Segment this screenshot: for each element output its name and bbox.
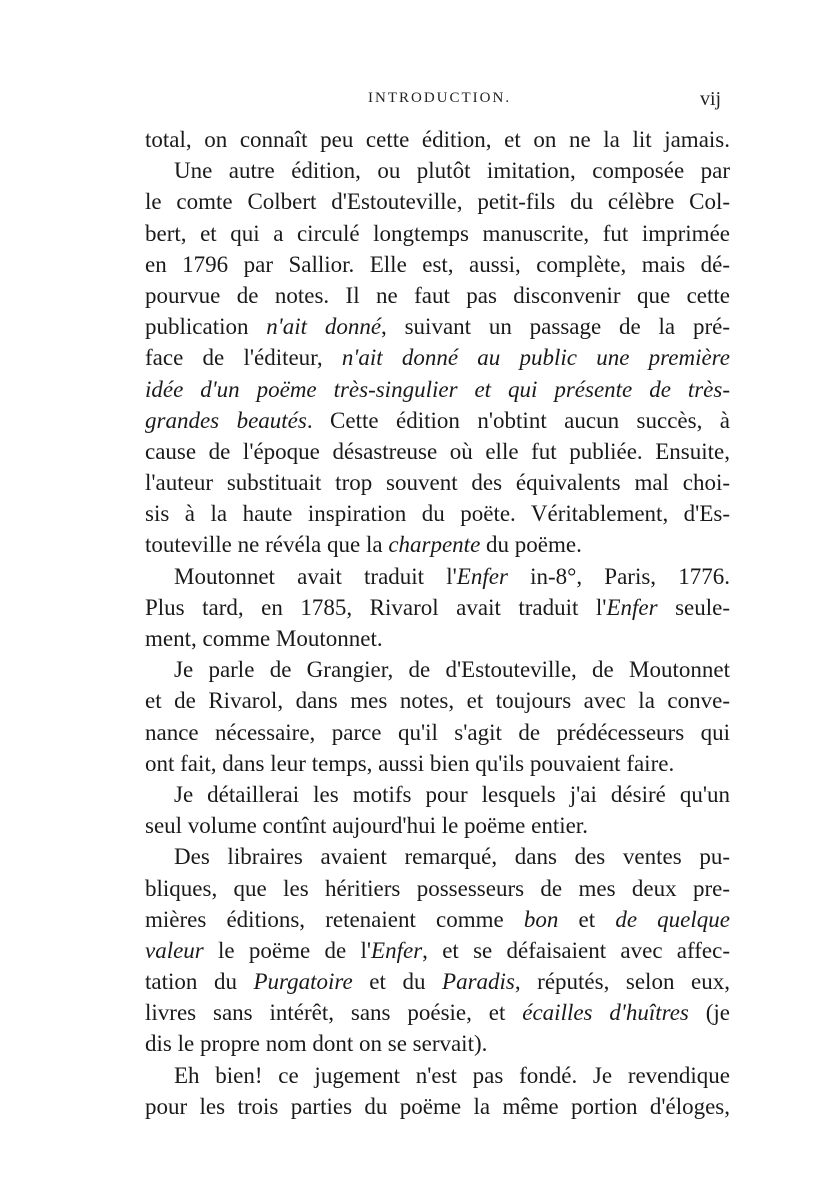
- text-line: [145, 1028, 730, 1059]
- text-segment: dis le propre nom dont on se servait).: [145, 1031, 488, 1057]
- text-segment: et de Rivarol, dans mes notes, et toujours avec la conve-: [145, 688, 730, 714]
- text-segment: bliques, que les héritiers possesseurs de mes deux pre-: [145, 875, 730, 901]
- italic-text-segment: bon: [523, 906, 559, 932]
- italic-text-segment: valeur: [145, 937, 204, 963]
- text-segment: Plus tard, en 1785, Rivarol avait traduit l': [145, 594, 607, 620]
- text-line: [145, 592, 730, 623]
- text-segment: l'auteur substituait trop souvent des équivalents mal choi-: [145, 470, 730, 496]
- text-segment: Je parle de Grangier, de d'Estouteville, de Moutonnet: [174, 657, 730, 683]
- italic-text-segment: grandes beautés: [145, 407, 307, 433]
- italic-text-segment: Paradis: [442, 969, 515, 995]
- text-line: [145, 186, 730, 217]
- text-segment: in-8°, Paris, 1776.: [507, 563, 730, 589]
- text-line: [145, 873, 730, 904]
- text-segment: nance nécessaire, parce qu'il s'agit de prédécesseurs qui: [145, 719, 730, 745]
- text-line: [145, 935, 730, 966]
- text-segment: mières éditions, retenaient comme: [145, 906, 524, 932]
- text-line: [145, 779, 730, 810]
- text-line: [145, 685, 730, 716]
- text-line: [145, 467, 730, 498]
- text-segment: sis à la haute inspiration du poëte. Véritablement, d'Es-: [145, 501, 730, 527]
- text-line: [145, 124, 730, 155]
- text-segment: en 1796 par Sallior. Elle est, aussi, complète, mais dé-: [145, 251, 730, 277]
- text-segment: , suivant un passage de la pré-: [381, 314, 730, 340]
- text-line: [145, 405, 730, 436]
- text-segment: (je: [688, 1000, 731, 1026]
- text-segment: Des libraires avaient remarqué, dans des ventes pu-: [174, 844, 730, 870]
- running-title: INTRODUCTION.: [368, 90, 512, 106]
- body-text: [145, 124, 730, 1122]
- text-line: [145, 280, 730, 311]
- italic-text-segment: écailles d'huîtres: [522, 1000, 689, 1026]
- text-line: [145, 529, 730, 560]
- text-segment: face de l'éditeur,: [145, 345, 342, 371]
- text-segment: du poëme.: [480, 532, 582, 558]
- italic-text-segment: n'ait donné au public une première: [341, 345, 730, 371]
- italic-text-segment: idée d'un poëme très-singulier et qui présente de très-: [145, 376, 730, 402]
- text-segment: ment, comme Moutonnet.: [145, 626, 383, 651]
- text-segment: Une autre édition, ou plutôt imitation, composée par: [174, 158, 730, 184]
- text-segment: pourvue de notes. Il ne faut pas disconvenir que cette: [145, 282, 730, 308]
- text-line: [145, 1060, 730, 1091]
- italic-text-segment: Purgatoire: [253, 969, 353, 995]
- text-segment: Je détaillerai les motifs pour lesquels j'ai désiré qu'un: [174, 781, 730, 807]
- text-line: [145, 155, 730, 186]
- text-line: [145, 436, 730, 467]
- text-line: [145, 623, 730, 654]
- text-line: [145, 810, 730, 841]
- italic-text-segment: n'ait donné: [266, 314, 382, 340]
- text-segment: , réputés, selon eux,: [514, 969, 730, 995]
- text-line: [145, 841, 730, 872]
- text-segment: le comte Colbert d'Estouteville, petit-fils du célèbre Col-: [145, 189, 730, 215]
- text-segment: seule-: [657, 594, 730, 620]
- italic-text-segment: charpente: [388, 532, 481, 558]
- text-line: [145, 1091, 730, 1122]
- text-segment: et du: [352, 969, 443, 995]
- text-segment: tation du: [145, 969, 254, 995]
- italic-text-segment: de quelque: [615, 906, 730, 932]
- text-segment: ont fait, dans leur temps, aussi bien qu'ils pouvaient faire.: [145, 750, 675, 776]
- text-segment: pour les trois parties du poëme la même portion d'éloges,: [145, 1093, 730, 1119]
- text-line: [145, 654, 730, 685]
- text-segment: Moutonnet avait traduit l': [174, 563, 457, 589]
- text-segment: Eh bien! ce jugement n'est pas fondé. Je revendique: [174, 1062, 730, 1088]
- text-line: [145, 311, 730, 342]
- text-segment: cause de l'époque désastreuse où elle fut publiée. Ensuite,: [145, 438, 730, 464]
- text-line: [145, 342, 730, 373]
- running-head: [0, 88, 840, 118]
- text-segment: , et se défaisaient avec affec-: [422, 937, 730, 963]
- text-segment: le poëme de l': [203, 937, 372, 963]
- text-segment: livres sans intérêt, sans poésie, et: [145, 1000, 523, 1026]
- text-segment: total, on connaît peu cette édition, et on ne la lit jamais.: [145, 127, 730, 152]
- page-number: vij: [700, 88, 722, 110]
- text-segment: bert, et qui a circulé longtemps manuscrite, fut imprimée: [145, 220, 730, 246]
- text-segment: touteville ne révéla que la: [145, 532, 389, 558]
- text-segment: . Cette édition n'obtint aucun succès, à: [306, 407, 730, 433]
- text-line: [145, 717, 730, 748]
- italic-text-segment: Enfer: [456, 563, 508, 589]
- italic-text-segment: Enfer: [371, 937, 423, 963]
- text-line: [145, 748, 730, 779]
- text-line: [145, 997, 730, 1028]
- text-line: [145, 374, 730, 405]
- italic-text-segment: Enfer: [606, 594, 658, 620]
- text-line: [145, 561, 730, 592]
- text-line: [145, 966, 730, 997]
- text-segment: seul volume contînt aujourd'hui le poëme entier.: [145, 813, 588, 839]
- text-segment: et: [558, 906, 616, 932]
- text-segment: publication: [145, 314, 267, 340]
- text-line: [145, 218, 730, 249]
- text-line: [145, 498, 730, 529]
- text-line: [145, 249, 730, 280]
- text-line: [145, 904, 730, 935]
